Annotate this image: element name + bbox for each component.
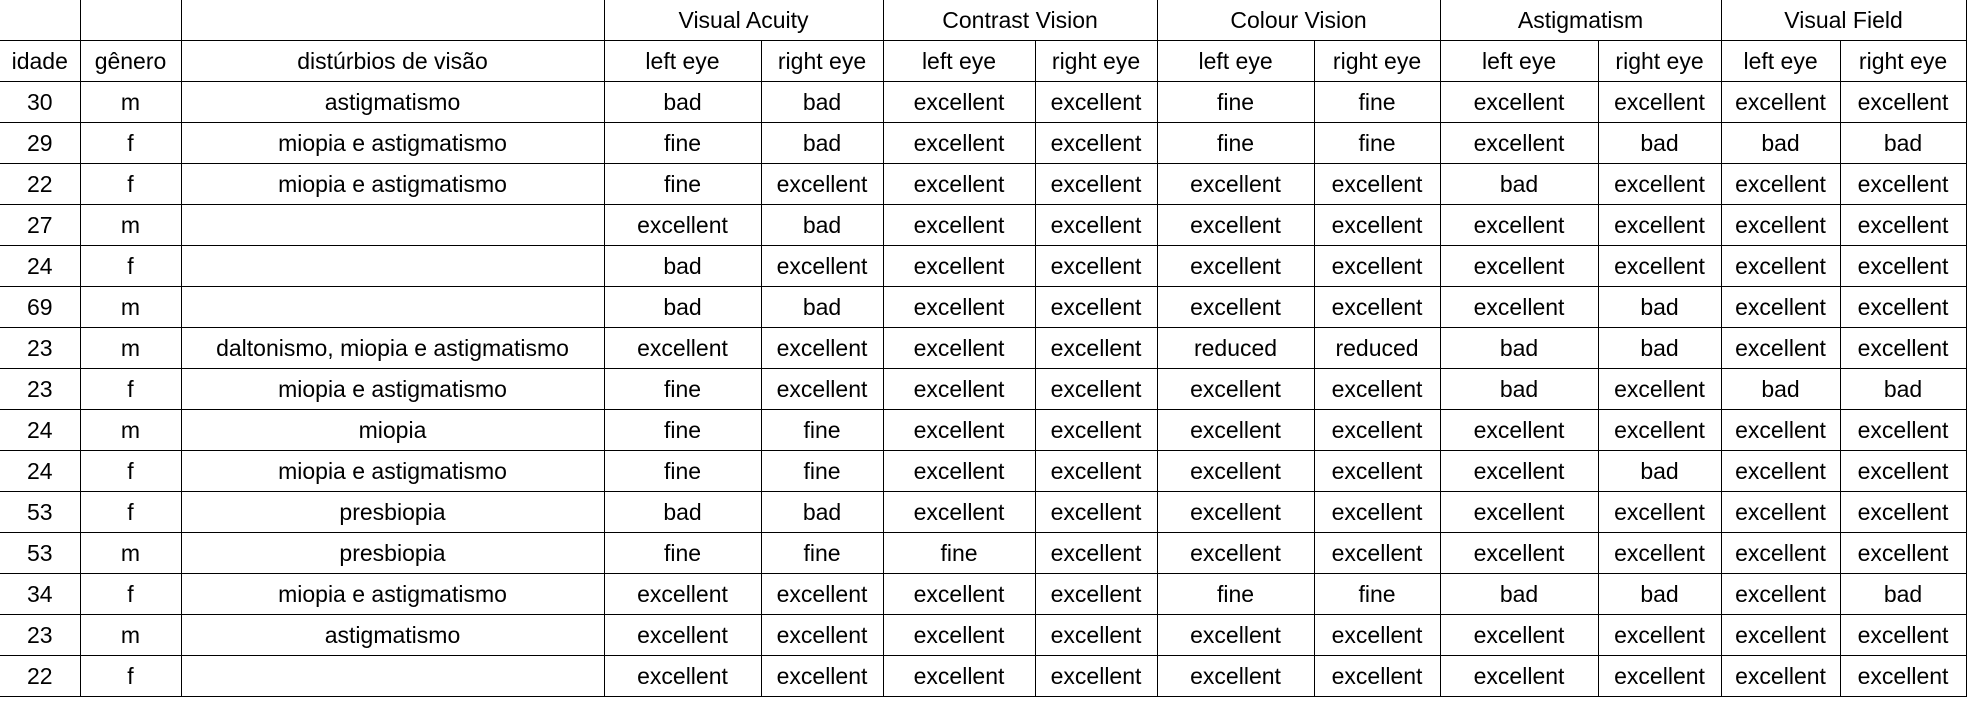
table-cell: m <box>80 410 181 451</box>
table-cell: excellent <box>1598 246 1721 287</box>
table-cell: excellent <box>1840 246 1966 287</box>
table-cell: excellent <box>604 205 761 246</box>
table-cell: excellent <box>1721 492 1840 533</box>
table-cell: 53 <box>0 533 80 574</box>
table-row <box>0 410 1966 451</box>
table-cell: excellent <box>1314 164 1440 205</box>
table-cell: fine <box>1157 82 1314 123</box>
table-row <box>0 574 1966 615</box>
table-cell: excellent <box>1035 615 1157 656</box>
table-cell: f <box>80 656 181 697</box>
table-cell <box>181 656 604 697</box>
table-cell: 23 <box>0 328 80 369</box>
table-cell: excellent <box>1721 82 1840 123</box>
table-row <box>0 328 1966 369</box>
eye-subheader: right eye <box>1840 41 1966 82</box>
group-header: Contrast Vision <box>883 0 1157 41</box>
table-cell: excellent <box>1314 615 1440 656</box>
table-cell: excellent <box>1840 82 1966 123</box>
table-cell: excellent <box>1157 410 1314 451</box>
eye-subheader: left eye <box>1721 41 1840 82</box>
table-cell: excellent <box>604 574 761 615</box>
table-cell: bad <box>761 123 883 164</box>
table-cell: miopia <box>181 410 604 451</box>
table-cell: bad <box>604 246 761 287</box>
column-header: gênero <box>80 41 181 82</box>
table-cell: excellent <box>1035 246 1157 287</box>
table-cell: excellent <box>1035 369 1157 410</box>
table-cell: excellent <box>1157 164 1314 205</box>
table-cell: excellent <box>1840 615 1966 656</box>
table-cell <box>181 205 604 246</box>
table-cell: excellent <box>1598 205 1721 246</box>
group-header-row <box>0 0 1966 41</box>
table-cell: bad <box>1440 574 1598 615</box>
table-cell: excellent <box>883 574 1035 615</box>
table-cell: bad <box>1840 123 1966 164</box>
column-header: distúrbios de visão <box>181 41 604 82</box>
table-cell: fine <box>604 410 761 451</box>
table-cell: bad <box>761 492 883 533</box>
table-row <box>0 492 1966 533</box>
table-cell: excellent <box>1598 410 1721 451</box>
table-cell: miopia e astigmatismo <box>181 123 604 164</box>
table-cell: fine <box>1314 123 1440 164</box>
table-cell: excellent <box>1314 205 1440 246</box>
table-cell: fine <box>1314 82 1440 123</box>
table-cell: fine <box>883 533 1035 574</box>
table-cell: bad <box>1440 164 1598 205</box>
table-cell: 23 <box>0 369 80 410</box>
table-cell: 69 <box>0 287 80 328</box>
table-cell: excellent <box>883 492 1035 533</box>
table-cell: excellent <box>1314 410 1440 451</box>
table-cell: excellent <box>1035 574 1157 615</box>
table-cell: excellent <box>1440 410 1598 451</box>
table-cell: excellent <box>1314 492 1440 533</box>
table-cell: excellent <box>1157 246 1314 287</box>
table-cell: excellent <box>1035 82 1157 123</box>
table-cell: excellent <box>883 656 1035 697</box>
table-cell: fine <box>1157 574 1314 615</box>
table-row <box>0 246 1966 287</box>
table-cell: 24 <box>0 410 80 451</box>
table-row <box>0 123 1966 164</box>
table-cell: excellent <box>604 615 761 656</box>
table-cell: excellent <box>1035 451 1157 492</box>
eye-subheader: left eye <box>883 41 1035 82</box>
table-cell: excellent <box>1840 205 1966 246</box>
eye-subheader: right eye <box>761 41 883 82</box>
table-cell: excellent <box>883 410 1035 451</box>
table-row <box>0 82 1966 123</box>
table-cell: excellent <box>1440 82 1598 123</box>
table-cell: 23 <box>0 615 80 656</box>
column-header: idade <box>0 41 80 82</box>
table-cell: excellent <box>1721 410 1840 451</box>
table-cell: bad <box>604 492 761 533</box>
table-cell: excellent <box>883 369 1035 410</box>
table-cell: excellent <box>883 164 1035 205</box>
table-cell: excellent <box>1035 164 1157 205</box>
table-cell: fine <box>604 451 761 492</box>
table-cell: excellent <box>1314 287 1440 328</box>
table-cell <box>181 246 604 287</box>
table-cell: excellent <box>1840 287 1966 328</box>
table-cell: 34 <box>0 574 80 615</box>
table-cell: excellent <box>1840 451 1966 492</box>
table-row <box>0 369 1966 410</box>
eye-subheader: right eye <box>1598 41 1721 82</box>
table-cell: excellent <box>1157 615 1314 656</box>
table-cell: excellent <box>761 615 883 656</box>
table-cell: excellent <box>761 574 883 615</box>
table-cell: excellent <box>1721 287 1840 328</box>
table-cell: excellent <box>1314 451 1440 492</box>
table-cell: bad <box>761 287 883 328</box>
table-cell: m <box>80 205 181 246</box>
table-cell: excellent <box>1157 369 1314 410</box>
table-cell: fine <box>761 410 883 451</box>
table-cell: excellent <box>1840 328 1966 369</box>
table-cell: excellent <box>1035 492 1157 533</box>
table-cell: excellent <box>883 615 1035 656</box>
table-cell: excellent <box>883 328 1035 369</box>
table-cell: excellent <box>1721 246 1840 287</box>
table-cell: excellent <box>883 246 1035 287</box>
column-header-row <box>0 41 1966 82</box>
table-cell: fine <box>604 123 761 164</box>
table-cell: reduced <box>1314 328 1440 369</box>
table-cell: excellent <box>1840 492 1966 533</box>
table-cell: miopia e astigmatismo <box>181 451 604 492</box>
table-cell: fine <box>1157 123 1314 164</box>
group-header: Visual Field <box>1721 0 1966 41</box>
table-cell: daltonismo, miopia e astigmatismo <box>181 328 604 369</box>
table-cell: m <box>80 533 181 574</box>
table-cell: 22 <box>0 656 80 697</box>
table-row <box>0 451 1966 492</box>
table-cell: excellent <box>1840 410 1966 451</box>
table-cell: bad <box>1598 574 1721 615</box>
blank-header-cell <box>181 0 604 41</box>
table-cell: excellent <box>1440 246 1598 287</box>
table-cell: bad <box>1840 369 1966 410</box>
group-header: Colour Vision <box>1157 0 1440 41</box>
table-cell: excellent <box>1721 533 1840 574</box>
table-cell: bad <box>1440 328 1598 369</box>
table-cell: excellent <box>761 328 883 369</box>
table-cell: excellent <box>1440 205 1598 246</box>
table-cell: excellent <box>1157 451 1314 492</box>
table-cell: excellent <box>761 246 883 287</box>
table-cell: fine <box>761 533 883 574</box>
table-cell: 30 <box>0 82 80 123</box>
blank-header-cell <box>0 0 80 41</box>
table-row <box>0 205 1966 246</box>
table-cell: excellent <box>1035 656 1157 697</box>
table-cell: excellent <box>1157 533 1314 574</box>
table-cell: excellent <box>1598 82 1721 123</box>
table-cell: excellent <box>1157 492 1314 533</box>
table-cell: excellent <box>1598 369 1721 410</box>
table-cell: astigmatismo <box>181 82 604 123</box>
table-cell: excellent <box>1035 328 1157 369</box>
table-cell: m <box>80 82 181 123</box>
table-cell: excellent <box>1840 533 1966 574</box>
table-cell: reduced <box>1157 328 1314 369</box>
table-cell: excellent <box>1598 492 1721 533</box>
table-cell: f <box>80 164 181 205</box>
table-cell: excellent <box>761 656 883 697</box>
table-row <box>0 533 1966 574</box>
table-cell: 24 <box>0 451 80 492</box>
table-cell <box>181 287 604 328</box>
table-cell: excellent <box>1721 574 1840 615</box>
table-cell: excellent <box>1721 164 1840 205</box>
table-cell: excellent <box>1314 246 1440 287</box>
table-cell: excellent <box>1721 656 1840 697</box>
table-cell: fine <box>604 533 761 574</box>
table-cell: miopia e astigmatismo <box>181 164 604 205</box>
table-cell: excellent <box>1440 656 1598 697</box>
table-cell: excellent <box>1598 164 1721 205</box>
table-cell: bad <box>1598 328 1721 369</box>
table-cell: bad <box>1721 369 1840 410</box>
table-cell: excellent <box>883 205 1035 246</box>
table-cell: excellent <box>883 82 1035 123</box>
table-cell: excellent <box>1314 656 1440 697</box>
table-cell: excellent <box>883 287 1035 328</box>
table-cell: miopia e astigmatismo <box>181 574 604 615</box>
table-cell: excellent <box>1035 205 1157 246</box>
table-cell: bad <box>1598 123 1721 164</box>
table-cell: bad <box>1721 123 1840 164</box>
table-cell: excellent <box>1440 533 1598 574</box>
table-cell: m <box>80 328 181 369</box>
table-cell: excellent <box>1035 533 1157 574</box>
table-cell: excellent <box>1035 287 1157 328</box>
table-cell: excellent <box>1840 656 1966 697</box>
table-cell: excellent <box>1035 410 1157 451</box>
table-cell: fine <box>604 369 761 410</box>
eye-subheader: right eye <box>1035 41 1157 82</box>
table-cell: excellent <box>1035 123 1157 164</box>
table-cell: m <box>80 287 181 328</box>
table-cell: excellent <box>883 123 1035 164</box>
table-cell: fine <box>604 164 761 205</box>
table-cell: 53 <box>0 492 80 533</box>
table-cell: excellent <box>761 369 883 410</box>
table-cell: fine <box>1314 574 1440 615</box>
table-cell: excellent <box>761 164 883 205</box>
table-cell: 27 <box>0 205 80 246</box>
table-cell: f <box>80 492 181 533</box>
eye-subheader: left eye <box>1157 41 1314 82</box>
table-cell: excellent <box>1440 123 1598 164</box>
table-cell: bad <box>1598 451 1721 492</box>
table-cell: f <box>80 246 181 287</box>
table-cell: excellent <box>1721 328 1840 369</box>
table-cell: bad <box>761 82 883 123</box>
table-row <box>0 615 1966 656</box>
table-cell: bad <box>604 287 761 328</box>
table-cell: f <box>80 369 181 410</box>
table-cell: fine <box>761 451 883 492</box>
table-cell: excellent <box>883 451 1035 492</box>
eye-subheader: left eye <box>1440 41 1598 82</box>
table-cell: excellent <box>1598 533 1721 574</box>
table-row <box>0 287 1966 328</box>
table-cell: excellent <box>1598 656 1721 697</box>
table-cell: excellent <box>1440 492 1598 533</box>
table-cell: excellent <box>1157 656 1314 697</box>
group-header: Visual Acuity <box>604 0 883 41</box>
table-cell: bad <box>1598 287 1721 328</box>
table-cell: excellent <box>604 656 761 697</box>
table-cell: excellent <box>1157 205 1314 246</box>
table-row <box>0 164 1966 205</box>
table-cell: presbiopia <box>181 533 604 574</box>
table-cell: bad <box>1440 369 1598 410</box>
table-cell: excellent <box>604 328 761 369</box>
table-cell: excellent <box>1721 451 1840 492</box>
table-cell: miopia e astigmatismo <box>181 369 604 410</box>
table-cell: bad <box>1840 574 1966 615</box>
table-row <box>0 656 1966 697</box>
table-cell: bad <box>604 82 761 123</box>
table-cell: f <box>80 574 181 615</box>
table-cell: excellent <box>1314 369 1440 410</box>
table-cell: excellent <box>1721 615 1840 656</box>
table-cell: m <box>80 615 181 656</box>
table-cell: 29 <box>0 123 80 164</box>
table-cell: astigmatismo <box>181 615 604 656</box>
blank-header-cell <box>80 0 181 41</box>
table-cell: 24 <box>0 246 80 287</box>
table-cell: 22 <box>0 164 80 205</box>
table-cell: excellent <box>1840 164 1966 205</box>
table-cell: excellent <box>1440 287 1598 328</box>
table-cell: f <box>80 451 181 492</box>
eye-subheader: left eye <box>604 41 761 82</box>
eye-subheader: right eye <box>1314 41 1440 82</box>
table-cell: excellent <box>1721 205 1840 246</box>
table-cell: excellent <box>1157 287 1314 328</box>
group-header: Astigmatism <box>1440 0 1721 41</box>
table-cell: presbiopia <box>181 492 604 533</box>
table-cell: bad <box>761 205 883 246</box>
table-cell: excellent <box>1440 615 1598 656</box>
table-cell: excellent <box>1598 615 1721 656</box>
table-cell: excellent <box>1440 451 1598 492</box>
table-cell: excellent <box>1314 533 1440 574</box>
table-cell: f <box>80 123 181 164</box>
